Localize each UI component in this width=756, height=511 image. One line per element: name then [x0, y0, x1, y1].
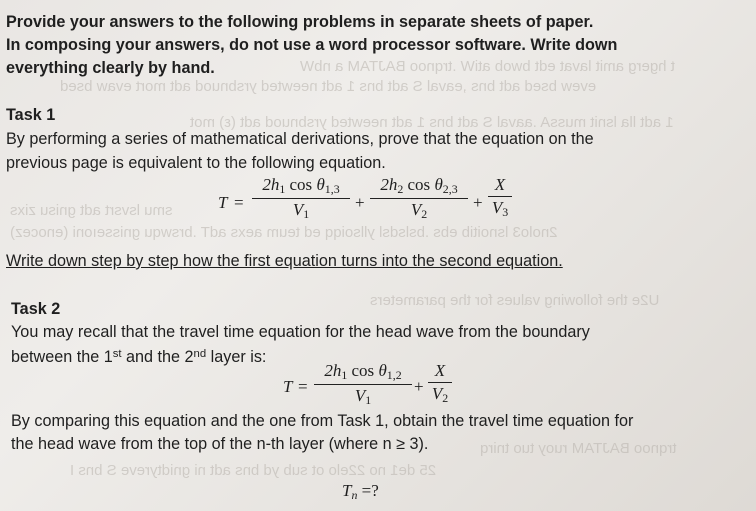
- task2-line-2: between the 1st and the 2nd layer is:: [11, 348, 267, 367]
- eq2-plus: +: [414, 377, 424, 396]
- bleed-through-text: 25 de1 no 22elo ot sub yd bns adt ni gnidtyreve S bns I: [70, 462, 437, 479]
- eq2-equals: =: [298, 377, 308, 396]
- eq2-lhs: T: [283, 377, 293, 396]
- task1-instruction: Write down step by step how the first equation turns into the second equation.: [6, 252, 563, 270]
- intro-line-3: everything clearly by hand.: [6, 59, 215, 77]
- bleed-through-text: smu lsvsrt adt gnisu zixs: [10, 202, 173, 219]
- eq1-plus-1: +: [355, 193, 365, 212]
- eq1-term-1: $2h_1$ $\cos \theta_{1,3}$ $V_1$: [252, 175, 350, 222]
- eq1-term-3: X $V_3$: [488, 175, 512, 220]
- eq1-lhs: T: [218, 193, 228, 212]
- eq1-plus-2: +: [473, 193, 483, 212]
- task1-line-1: By performing a series of mathematical derivations, prove that the equation on the: [6, 130, 594, 148]
- eq1-term-2: $2h_2$ $\cos \theta_{2,3}$ $V_2$: [370, 175, 468, 222]
- intro-line-2: In composing your answers, do not use a word processor software. Write down: [6, 36, 618, 54]
- bleed-through-text: evew bsed adt bns ,eaval S adt bns 1 adt neewted yrsbnuod adt mort evaw bsed: [60, 78, 597, 95]
- task2-answer-prompt: $T_n$ =?: [342, 481, 379, 502]
- bleed-through-text: t hgerg amit lavat edt bwob atiW .trqnoo BAJTAM a nbW: [300, 58, 675, 75]
- task1-heading: Task 1: [6, 106, 56, 124]
- eq1-equals: =: [234, 193, 244, 212]
- eq2-term-2: X $V_2$: [428, 361, 452, 406]
- task2-heading: Task 2: [11, 300, 61, 318]
- task2-line-3: By comparing this equation and the one from Task 1, obtain the travel time equation for: [11, 412, 634, 430]
- bleed-through-text: trqnoo BAJTAM ruoy tuo tnirq: [480, 440, 677, 457]
- intro-line-1: Provide your answers to the following problems in separate sheets of paper.: [6, 13, 594, 31]
- bleed-through-text: U2e the following values for the parameters: [370, 292, 660, 309]
- task2-line-1: You may recall that the travel time equation for the head wave from the boundary: [11, 323, 590, 341]
- bleed-through-text: 1 adt lla lsnit mussA .aaval S adt bns 1 adt neewted yrsbnuod adt (ε) mot: [190, 114, 674, 131]
- task1-line-2: previous page is equivalent to the following equation.: [6, 154, 386, 172]
- task2-line-4: the head wave from the top of the n-th layer (where n ≥ 3).: [11, 435, 429, 453]
- bleed-through-text: 2nolo3 lsnoitib ebs .bslsdsl yllsoiqq ed teum aexs adT .brswqu gnisseıoni (enocez): [10, 224, 558, 241]
- eq2-term-1: $2h_1$ $\cos \theta_{1,2}$ $V_1$: [314, 361, 412, 408]
